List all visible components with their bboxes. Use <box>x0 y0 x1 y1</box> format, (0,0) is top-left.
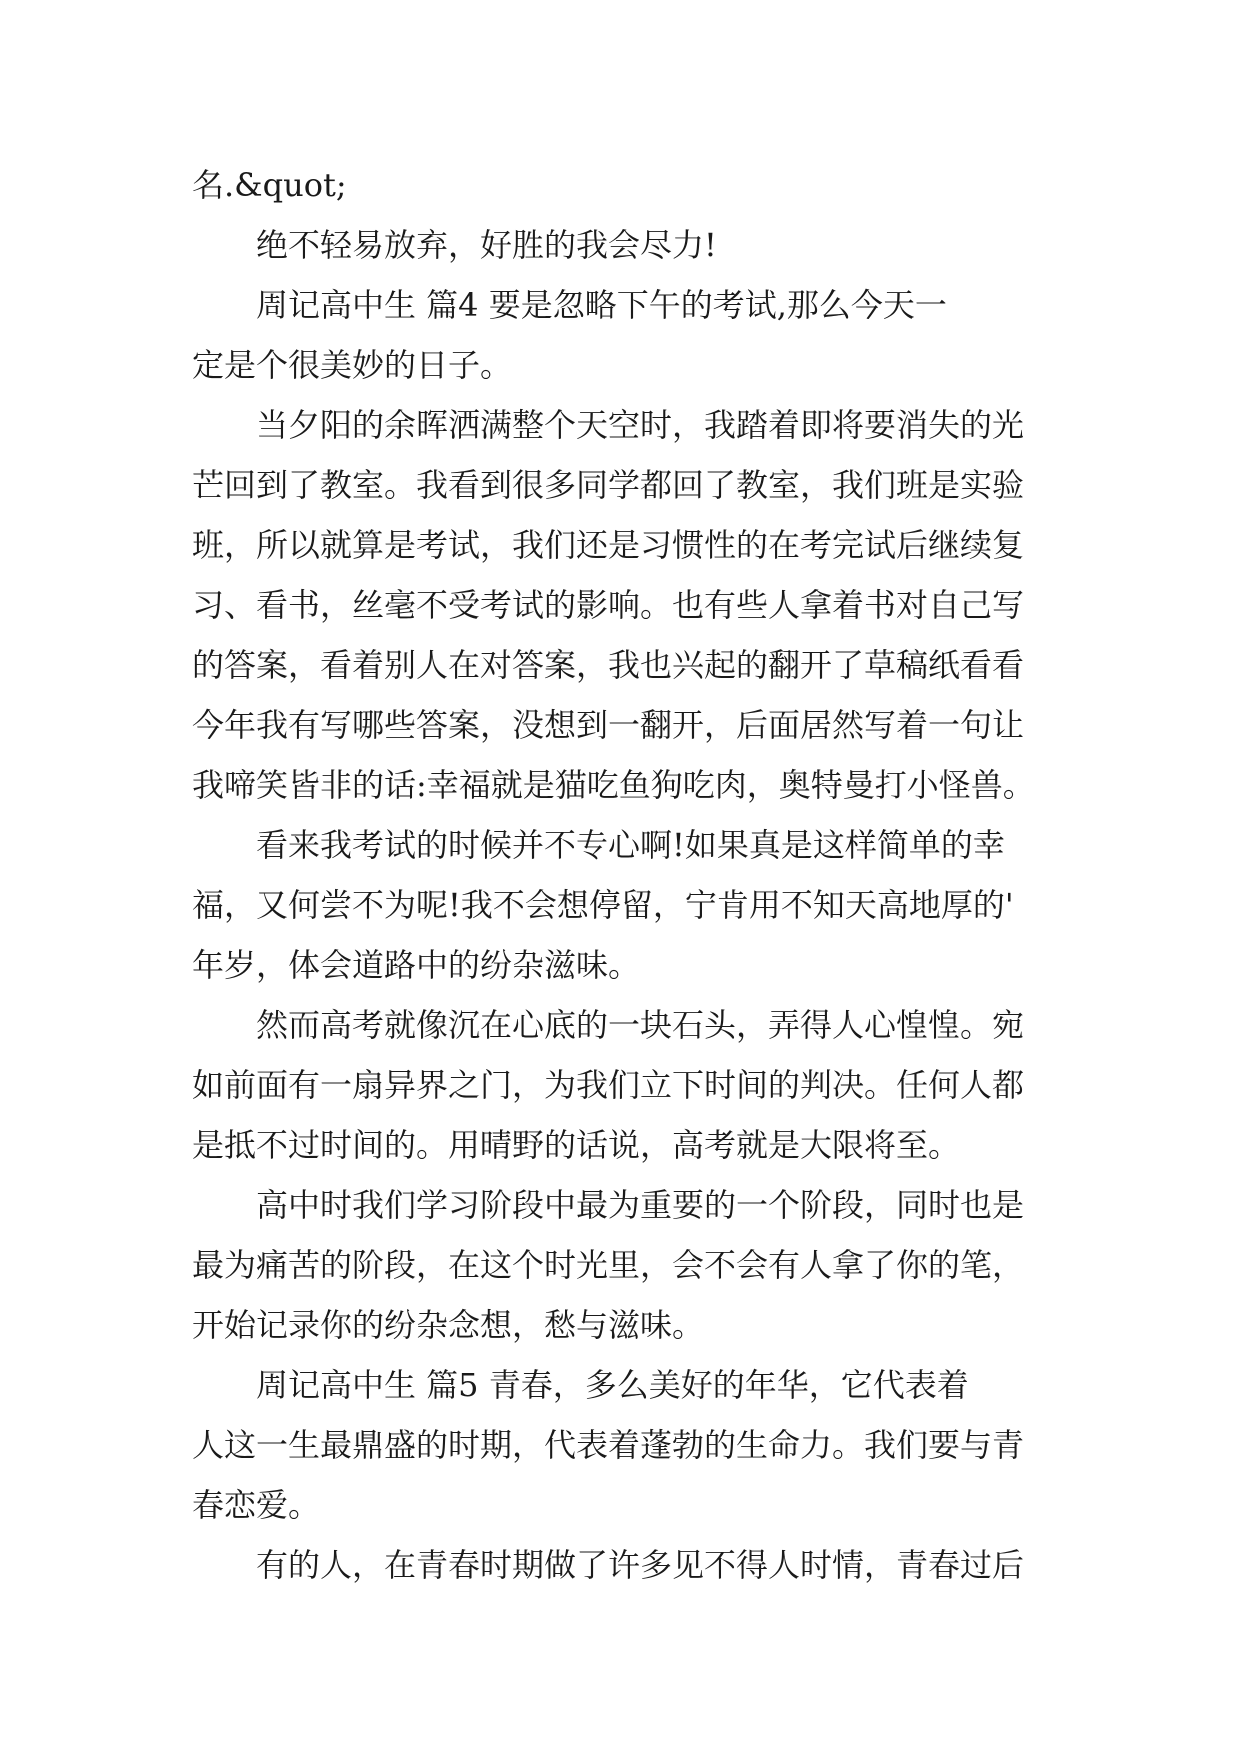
text-line: 是抵不过时间的。用晴野的话说，高考就是大限将至。 <box>192 1126 961 1164</box>
text-line: 开始记录你的纷杂念想，愁与滋味。 <box>192 1306 705 1344</box>
text-line: 习、看书，丝毫不受考试的影响。也有些人拿着书对自己写 <box>192 586 1025 624</box>
text-line: 周记高中生 篇5 青春，多么美好的年华，它代表着 <box>256 1366 969 1404</box>
text-line: 最为痛苦的阶段，在这个时光里，会不会有人拿了你的笔， <box>192 1246 1025 1284</box>
text-line: 班，所以就算是考试，我们还是习惯性的在考完试后继续复 <box>192 526 1025 564</box>
text-line: 当夕阳的余晖洒满整个天空时，我踏着即将要消失的光 <box>256 406 1025 444</box>
text-line: 年岁，体会道路中的纷杂滋味。 <box>192 946 641 984</box>
text-line: 高中时我们学习阶段中最为重要的一个阶段，同时也是 <box>256 1186 1025 1224</box>
text-line: 今年我有写哪些答案，没想到一翻开，后面居然写着一句让 <box>192 706 1025 744</box>
text-line: 如前面有一扇异界之门，为我们立下时间的判决。任何人都 <box>192 1066 1025 1104</box>
text-line: 我啼笑皆非的话:幸福就是猫吃鱼狗吃肉，奥特曼打小怪兽。 <box>192 766 1035 804</box>
text-line: 名.&quot; <box>192 166 347 204</box>
text-line: 定是个很美妙的日子。 <box>192 346 513 384</box>
text-line: 周记高中生 篇4 要是忽略下午的考试,那么今天一 <box>256 286 947 324</box>
text-line: 芒回到了教室。我看到很多同学都回了教室，我们班是实验 <box>192 466 1025 504</box>
text-line: 春恋爱。 <box>192 1486 321 1524</box>
text-line: 的答案，看着别人在对答案，我也兴起的翻开了草稿纸看看 <box>192 646 1025 684</box>
text-line: 有的人，在青春时期做了许多见不得人时情，青春过后 <box>256 1546 1025 1584</box>
text-line: 绝不轻易放弃，好胜的我会尽力! <box>256 226 717 264</box>
text-line: 人这一生最鼎盛的时期，代表着蓬勃的生命力。我们要与青 <box>192 1426 1025 1464</box>
text-line: 福，又何尝不为呢!我不会想停留，宁肯用不知天高地厚的' <box>192 886 1014 924</box>
text-line: 看来我考试的时候并不专心啊!如果真是这样简单的幸 <box>256 826 1005 864</box>
text-line: 然而高考就像沉在心底的一块石头，弄得人心惶惶。宛 <box>256 1006 1025 1044</box>
